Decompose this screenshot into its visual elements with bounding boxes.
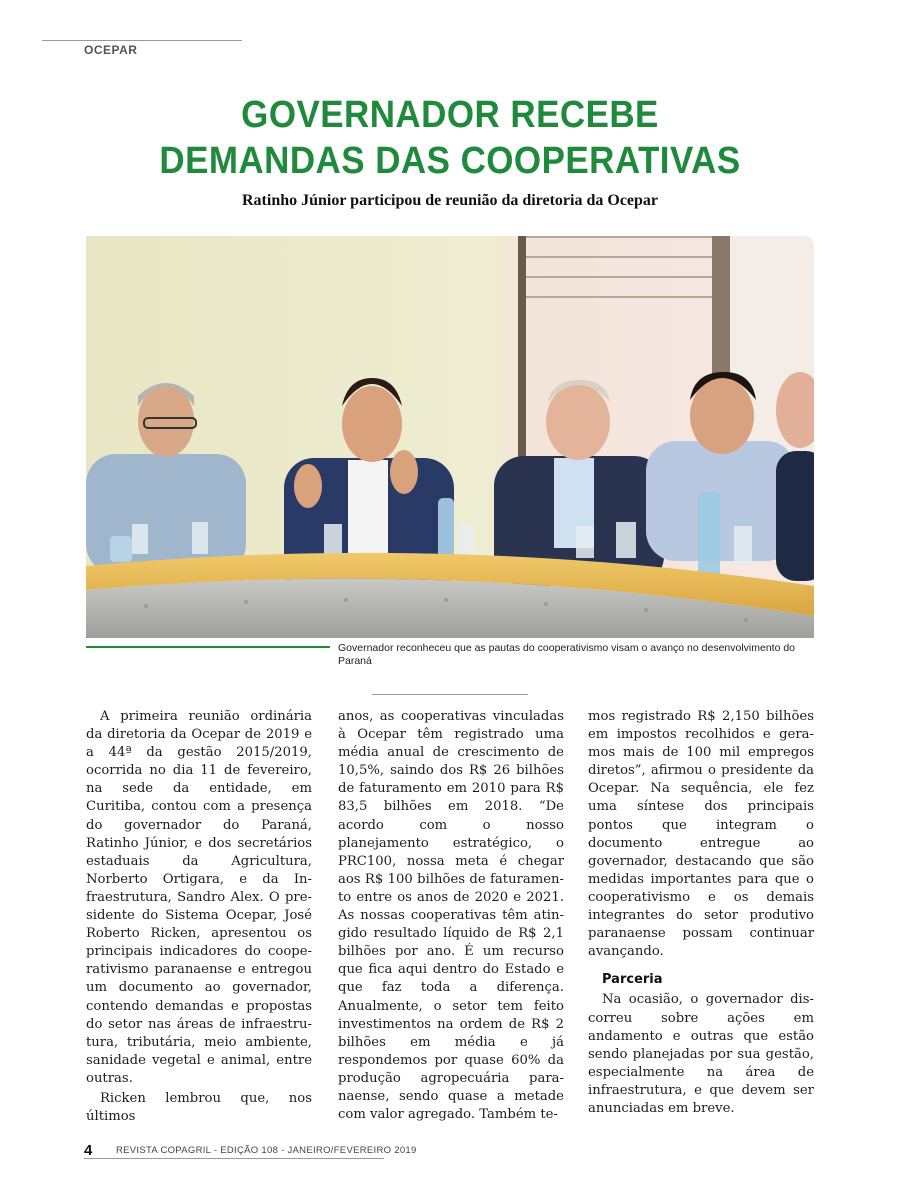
section-heading: Parceria [602, 972, 663, 988]
page-number: 4 [84, 1142, 93, 1159]
meeting-photo [86, 236, 814, 638]
title-line-1: GOVERNADOR RECEBE [241, 94, 659, 136]
publication-info: REVISTA COPAGRIL - EDIÇÃO 108 - JANEIRO/FEVEREIRO 2019 [116, 1145, 417, 1156]
title-line-2: DEMANDAS DAS COOPERATIVAS [159, 140, 741, 182]
photo-caption: Governador reconheceu que as pautas do cooperativismo visam o avanço no desenvolvimento do Paraná [338, 642, 796, 667]
column-3 [588, 708, 814, 1118]
column-2 [338, 708, 564, 1124]
paragraph: A primeira reunião ordinária da diretoria da Ocepar de 2019 e a 44ª da gestão 2015/2019, ocorrida no dia 11 de fevereiro, na sede da entidade, em Curitiba, contou com a presença do governador do Paraná, Ratinho Júnior, e dos secretários estaduais da Agricultura, Norberto Ortigara, e da Infraestrutura, Sandro Alex. O presidente do Sistema Ocepar, José Roberto Ricken, apresentou os principais indicadores do cooperativismo paranaense e entregou um documento ao governador, contendo demandas e propostas do setor nas áreas de infraestrutura, tributária, meio ambiente, sanidade vegetal e animal, entre outras. [86, 709, 312, 1086]
section-label: OCEPAR [84, 43, 138, 57]
paragraph: mos registrado R$ 2,150 bilhões em impostos recolhidos e geramos mais de 100 mil empregos diretos”, afirmou o presidente da Ocepar. Na sequência, ele fez uma síntese dos principais pontos que integram o documento entregue ao governador, destacando que são medidas importantes para que o cooperativismo e os demais integrantes do setor produtivo paranaense possam continuar avançando. [588, 709, 814, 960]
paragraph: anos, as cooperativas vinculadas à Ocepar têm registrado uma média anual de crescimento de 10,5%, saindo dos R$ 26 bilhões de faturamento em 2010 para R$ 83,5 bilhões em 2018. “De acordo com o nosso planejamento estratégico, o PRC100, nossa meta é chegar aos R$ 100 bilhões de faturamento entre os anos de 2020 e 2021. As nossas cooperativas têm atingido resultado líquido de R$ 2,1 bilhões por ano. É um recurso que fica aqui dentro do Estado e que faz toda a diferença. Anualmente, o setor tem feito investimentos na ordem de R$ 2 bilhões em média e já respondemos por quase 60% da produção agropecuária paranaense, sendo quase a metade com valor agregado. Também te- [338, 709, 564, 1123]
divider [372, 694, 528, 695]
article-title [36, 92, 864, 184]
footer-rule [84, 1158, 384, 1159]
paragraph: Ricken lembrou que, nos últimos [86, 1090, 312, 1125]
header-rule [42, 40, 242, 41]
paragraph: Na ocasião, o governador discorreu sobre ações em andamento e outras que estão sendo planejadas por sua gestão, especialmente na área de infraestrutura, e que devem ser anunciadas em breve. [588, 992, 814, 1116]
article-subtitle: Ratinho Júnior participou de reunião da diretoria da Ocepar [241, 192, 659, 209]
caption-rule [86, 646, 330, 648]
column-1 [86, 708, 312, 1126]
